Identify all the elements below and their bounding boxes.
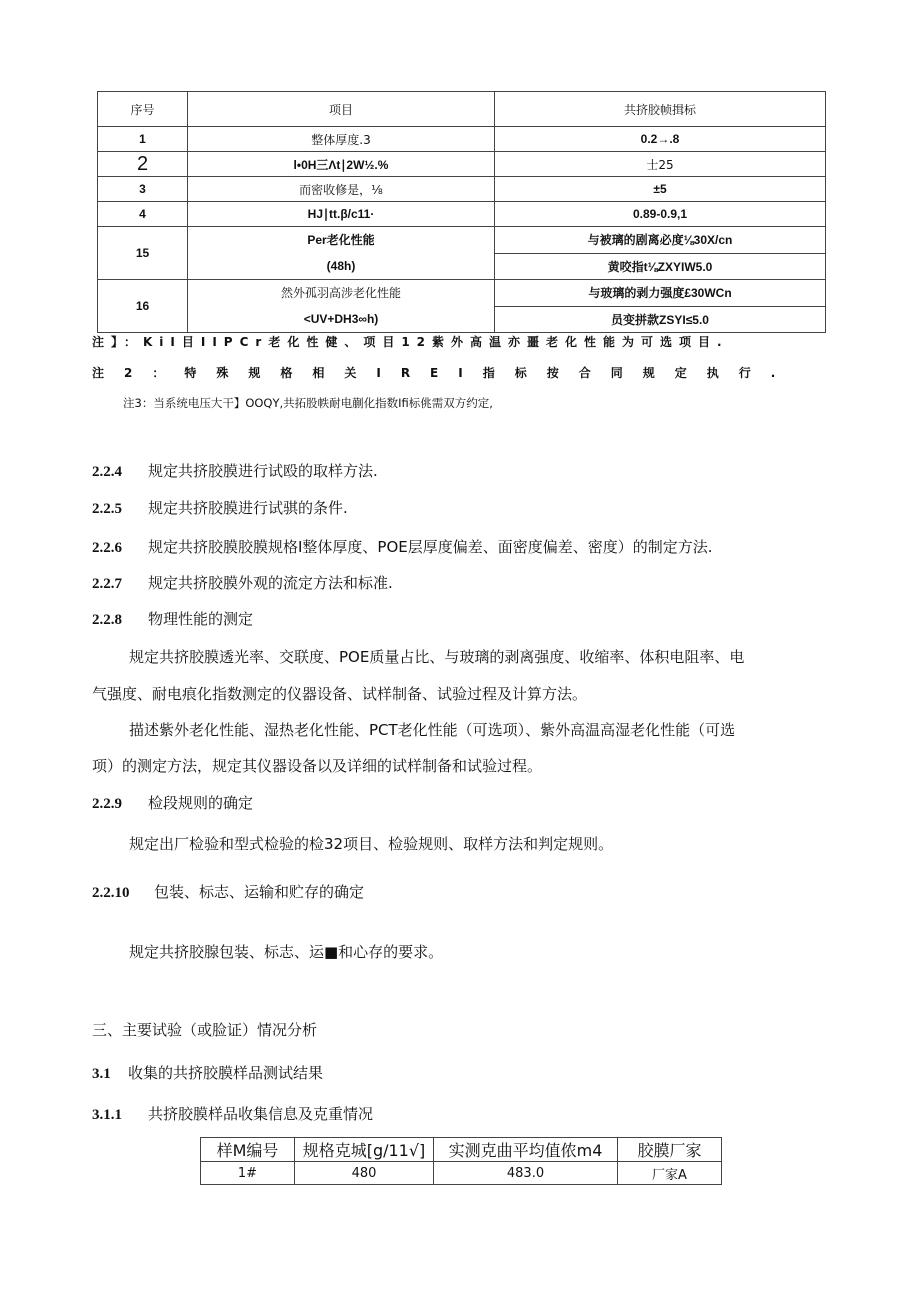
sample-table: [200, 1137, 722, 1185]
row-value: 0.89-0.9,1: [495, 202, 826, 227]
manufacturer: 厂家A: [618, 1162, 722, 1185]
row-no: 4: [98, 202, 188, 227]
section-number: 2.2.7: [92, 576, 122, 592]
paragraph-2-line1: 描述紫外老化性能、湿热老化性能、PCT老化性能（可选项）、紫外高温高湿老化性能（可选: [129, 721, 736, 739]
header-measured-weight: 实测克曲平均值侬m4: [434, 1138, 618, 1162]
header-spec-weight: 规格克城[g∕11√]: [295, 1138, 434, 1162]
row-no: 3: [98, 177, 188, 202]
spec-table-header: [98, 92, 826, 127]
paragraph-1-line1: 规定共挤胶膜透光率、交联度、POE质量占比、与玻璃的剥离强度、收缩率、体积电阻率、电: [129, 648, 745, 666]
section-number: 2.2.8: [92, 612, 122, 628]
row-item-line2: <UV+DH3∞h): [303, 312, 379, 326]
table-row: [98, 127, 826, 152]
chapter-3-heading: 三、主要试验（或脸证）情况分析: [92, 1021, 318, 1039]
row-value: 与玻璃的剥力强度£30WCn: [495, 280, 826, 307]
row-item: [188, 280, 495, 333]
section-2-2-4: [92, 460, 378, 481]
header-manufacturer: 胶膜厂家: [618, 1138, 722, 1162]
row-value: 黄咬指t⅛ZXYIW5.0: [495, 253, 826, 280]
section-text: 规定共挤胶膜进行试骐的条件.: [148, 499, 348, 517]
section-number: 3.1.1: [92, 1107, 122, 1123]
row-value: ±5: [495, 177, 826, 202]
section-text: 物理性能的测定: [148, 610, 254, 628]
section-text: 检段规则的确定: [148, 794, 254, 812]
row-value: 士25: [495, 152, 826, 177]
row-item: l•0H三Λt∣2W½.%: [188, 152, 495, 177]
section-2-2-9: [92, 792, 253, 813]
section-text: 共挤胶膜样品收集信息及克重情况: [148, 1105, 374, 1123]
section-number: 2.2.4: [92, 464, 122, 480]
section-text: 收集的共挤胶膜样品测试结果: [128, 1064, 324, 1082]
section-text: 包装、标志、运输和贮存的确定: [154, 883, 365, 901]
section-3-1: [92, 1062, 323, 1083]
row-item: HJ∣tt.β/c11·: [188, 202, 495, 227]
note-3: 注3：当系统电压大干】OOQY,共拓股帙耐电蒯化指数Ifi标佻需双方约定,: [123, 396, 493, 410]
sample-table-header: [201, 1138, 722, 1162]
spec-weight: 480: [295, 1162, 434, 1185]
row-no: 1: [98, 127, 188, 152]
row-value: 0.2→.8: [495, 127, 826, 152]
row-item-line1: 然外孤羽高涉老化性能: [280, 286, 401, 300]
table-row: [98, 227, 826, 254]
table-row: [201, 1162, 722, 1185]
row-item-line1: Per老化性能: [307, 233, 375, 247]
table-row: [98, 280, 826, 307]
note-2: 注2：特殊规格相关IREI指标按合同规定执行.: [92, 366, 796, 380]
paragraph-4: 规定共挤胶腺包装、标志、运■和心存的要求。: [129, 943, 444, 961]
paragraph-2-line2: 项）的测定方法，规定其仪器设备以及详细的试样制备和试验过程。: [92, 757, 543, 775]
table-row: [98, 152, 826, 177]
measured-weight: 483.0: [434, 1162, 618, 1185]
section-number: 2.2.10: [92, 885, 130, 901]
section-text: 规定共挤胶膜进行试殴的取样方法.: [148, 462, 378, 480]
header-sample-no: 样M编号: [201, 1138, 295, 1162]
section-text: 规定共挤胶膜胶膜规格I整体厚度、POE层厚度偏差、面密度偏差、密度）的制定方法.: [148, 538, 713, 556]
section-number: 2.2.5: [92, 501, 122, 517]
section-3-1-1: [92, 1103, 373, 1124]
row-no: 16: [98, 280, 188, 333]
paragraph-3: 规定出厂检验和型式检验的检32项目、检验规则、取样方法和判定规则。: [129, 835, 614, 853]
row-item-line2: (48h): [326, 259, 356, 273]
row-no: 2: [98, 152, 188, 177]
paragraph-1-line2: 气强度、耐电痕化指数测定的仪器设备、试样制备、试验过程及计算方法。: [92, 685, 588, 703]
header-item: 项目: [188, 92, 495, 127]
sample-no: 1#: [201, 1162, 295, 1185]
section-2-2-6: [92, 536, 713, 557]
row-no: 15: [98, 227, 188, 280]
table-row: [98, 177, 826, 202]
row-item: 而密收修是，⅛: [188, 177, 495, 202]
row-value: 员变拼款ZSYI≤5.0: [495, 306, 826, 333]
section-number: 2.2.6: [92, 540, 122, 556]
row-value: 与被璃的剧离必度⅛30X/cn: [495, 227, 826, 254]
section-number: 2.2.9: [92, 796, 122, 812]
header-index: 共挤胶帧揖标: [495, 92, 826, 127]
spec-table: [97, 91, 826, 333]
section-2-2-8: [92, 608, 253, 629]
section-2-2-10: [92, 881, 364, 902]
table-row: [98, 202, 826, 227]
row-item: 整体厚度.3: [188, 127, 495, 152]
note-1: 注】：KiI目IIPCr老化性健、项目12紫外高温亦噩老化性能为可选项目.: [92, 335, 729, 349]
header-no: 序号: [98, 92, 188, 127]
section-2-2-7: [92, 572, 393, 593]
row-item: [188, 227, 495, 280]
section-2-2-5: [92, 497, 348, 518]
section-text: 规定共挤胶膜外观的流定方法和标准.: [148, 574, 393, 592]
section-number: 3.1: [92, 1066, 111, 1082]
